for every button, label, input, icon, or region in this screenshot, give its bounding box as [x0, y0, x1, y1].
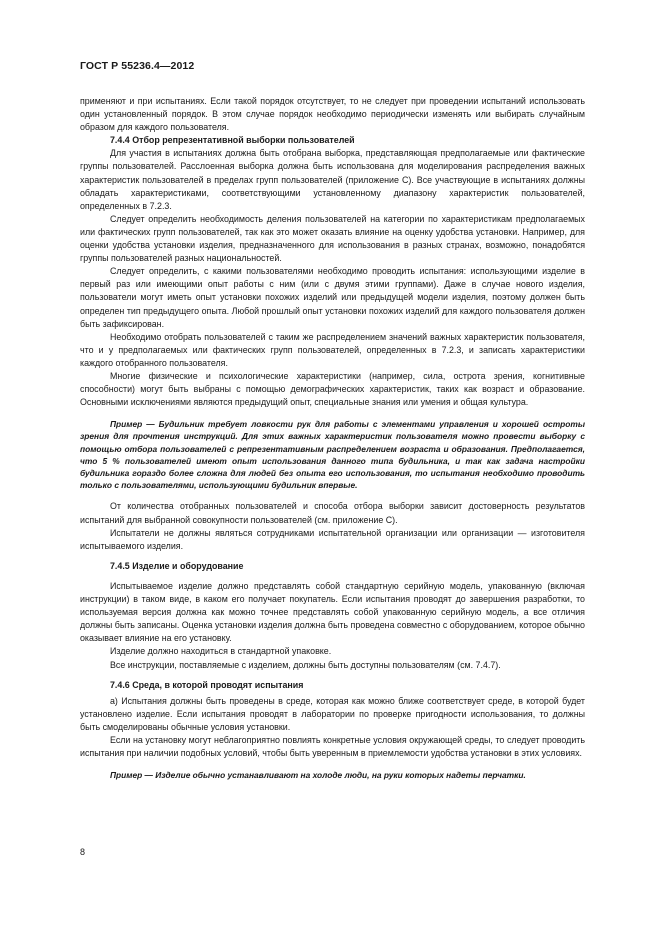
paragraph: Необходимо отобрать пользователей с таким же распределением значений важных характеристик пользователя, что и у предполагаемых или фактических групп пользователей, определенных в 7.2.3, и записать характеристики каждого отобранного пользователя.	[80, 331, 585, 368]
page-number: 8	[80, 847, 86, 857]
section-heading-7-4-4: 7.4.4 Отбор репрезентативной выборки пользователей	[110, 135, 355, 146]
example-paragraph: Пример — Изделие обычно устанавливают на холоде люди, на руки которых надеты перчатки.	[110, 770, 526, 781]
example-paragraph: Пример — Будильник требует ловкости рук для работы с элементами управления и хорошей остроты зрения для прочтения инструкций. Для этих важных характеристик пользователя можно провести выборку с помощью отбора пользователей с репрезентативным распределением возраста и образования. Предполагается, что 5 % пользователей имеют опыт использования данного типа будильника, и так как задача настройки будильника гораздо более сложна для людей без опыта его использования, то испытания необходимо проводить только с пользователями, использующими будильник впервые.	[80, 419, 585, 491]
paragraph: От количества отобранных пользователей и способа отбора выборки зависит достоверность результатов испытаний для выбранной совокупности пользователей (см. приложение С).	[80, 501, 585, 525]
paragraph: Для участия в испытаниях должна быть отобрана выборка, представляющая предполагаемые или фактические группы пользователей. Расслоенная выборка должна быть использована для моделирования распределения важных характеристик пользователей в пределах групп пользователей (приложение С). Все участвующие в испытаниях должны обладать характеристиками, соответствующими установленному диапазону характеристик пользователей, определенных в 7.2.3.	[80, 148, 585, 211]
section-heading-7-4-5: 7.4.5 Изделие и оборудование	[110, 560, 244, 571]
paragraph: а) Испытания должны быть проведены в среде, которая как можно ближе соответствует среде, в которой будет установлено изделие. Если испытания проводят в лаборатории по проверке пригодности использования, то должны быть смоделированы обычные условия установки.	[80, 695, 585, 732]
paragraph: Следует определить, с какими пользователями необходимо проводить испытания: использующими изделие в первый раз или имеющими опыт работы с ним (или с двумя этими группами). Даже в случае нового изделия, пользователи могут иметь опыт установки похожих изделий или предыдущей модели изделия, поэтому должен быть определен тип предыдущего опыта. Любой прошлый опыт установки похожих изделий для каждого пользователя должен быть зафиксирован.	[80, 266, 585, 329]
paragraph: Все инструкции, поставляемые с изделием, должны быть доступны пользователям (см. 7.4.7).	[110, 659, 501, 670]
paragraph: Если на установку могут неблагоприятно повлиять конкретные условия окружающей среды, то следует проводить испытания при наличии подобных условий, чтобы быть уверенным в приемлемости удобства установки в этих условиях.	[80, 734, 585, 759]
document-body	[80, 95, 585, 781]
paragraph: Многие физические и психологические характеристики (например, сила, острота зрения, когнитивные способности) могут быть выбраны с помощью демографических характеристик, таких как возраст и образование. Основными исключениями являются предыдущий опыт, специальные знания или умения и общая культура.	[80, 370, 585, 408]
paragraph: Следует определить необходимость деления пользователей на категории по характеристикам предполагаемых или фактических групп пользователей, так как это может оказать влияние на оценку удобства установки. Например, для оценки удобства установки изделия, предназначенного для использования в разных странах, возможно, понадобятся группы пользователей разных национальностей.	[80, 213, 585, 264]
paragraph-continuation: применяют и при испытаниях. Если такой порядок отсутствует, то не следует при проведении испытаний использовать один установленный порядок. В этом случае порядок необходимо периодически изменять или выбирать случайным образом для каждого пользователя.	[80, 96, 585, 133]
document-header: ГОСТ Р 55236.4—2012	[80, 60, 195, 72]
section-heading-7-4-6: 7.4.6 Среда, в которой проводят испытания	[110, 679, 304, 690]
paragraph: Испытатели не должны являться сотрудниками испытательной организации или организации — изготовителя испытываемого изделия.	[80, 527, 585, 551]
paragraph: Испытываемое изделие должно представлять собой стандартную серийную модель, упакованную (включая инструкции) в таком виде, в каком его получает покупатель. Если испытания проводят до завершения разработки, то используемая версия должна как можно точнее представлять собой упакованную серийную модель, а все отличия должны быть записаны. Оценка установки изделия должна быть проведена совместно с оборудованием, которое обычно оказывает влияние на его установку.	[80, 580, 585, 644]
paragraph: Изделие должно находиться в стандартной упаковке.	[110, 646, 332, 657]
